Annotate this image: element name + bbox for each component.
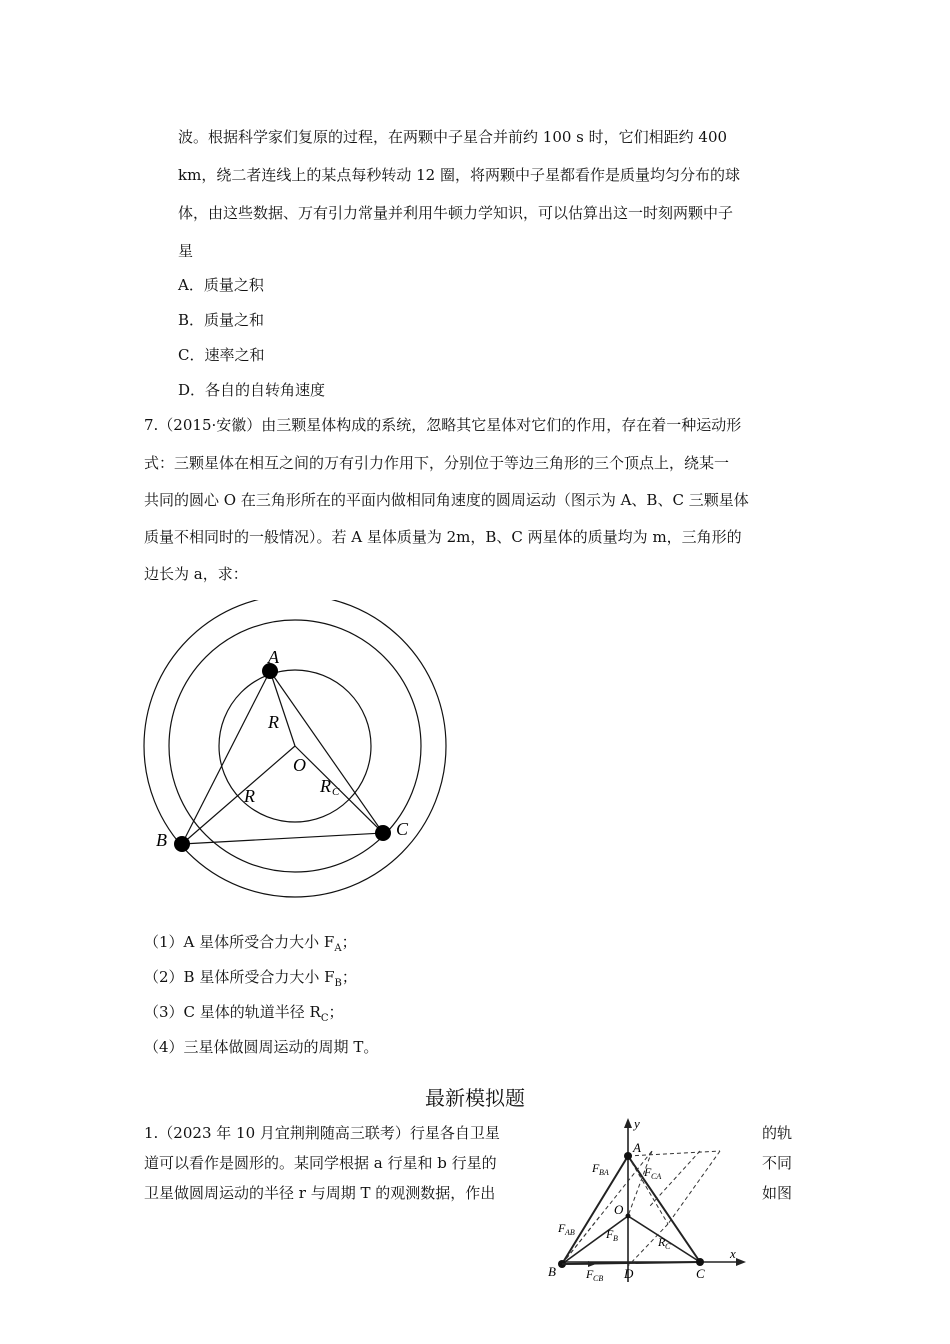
label-fca: F xyxy=(644,1165,652,1179)
label-x: x xyxy=(730,1246,736,1261)
q6-line-1: 波。根据科学家们复原的过程，在两颗中子星合并前约 100 s 时，它们相距约 400 xyxy=(178,128,728,146)
label-r-oa: R xyxy=(268,712,279,732)
q7-line-5: 边长为 a，求： xyxy=(144,565,248,583)
q6-option-c: C．速率之和 xyxy=(178,346,265,364)
x-axis-arrow-icon xyxy=(736,1258,746,1266)
point-c-dot xyxy=(696,1258,704,1266)
q6-line-2: km，绕二者连线上的某点每秒转动 12 圈，将两颗中子星都看作是质量均匀分布的球 xyxy=(178,166,740,184)
side-ac xyxy=(270,671,383,833)
outer-orbit-circle xyxy=(144,600,446,897)
m1-right-1: 的轨 xyxy=(762,1124,793,1142)
label-o: O xyxy=(293,755,306,775)
section-title: 最新模拟题 xyxy=(425,1086,525,1110)
m1-right-3: 如图 xyxy=(762,1184,793,1202)
side-bc xyxy=(182,833,383,844)
q7-sub-1-text: （1）A 星体所受合力大小 F xyxy=(144,933,335,951)
q7-sub-3-text: （3）C 星体的轨道半径 R xyxy=(144,1003,321,1021)
q7-sub-3-tail: ； xyxy=(328,1003,344,1021)
radius-ob xyxy=(182,746,295,844)
point-a-dot xyxy=(624,1152,632,1160)
q7-sub-4: （4）三星体做圆周运动的周期 T。 xyxy=(144,1038,379,1056)
m1-line-1: 1.（2023 年 10 月宜荆荆随高三联考）行星各自卫星 xyxy=(144,1124,500,1142)
label-fab: F xyxy=(558,1221,566,1235)
q7-sub-2-tail: ； xyxy=(341,968,357,986)
three-star-orbit-figure xyxy=(140,600,460,905)
q6-line-4: 星 xyxy=(178,242,194,260)
q7-sub-1 xyxy=(144,931,357,960)
label-c: C xyxy=(396,819,409,839)
q6-option-d: D．各自的自转角速度 xyxy=(178,381,326,399)
label-rc-sub: C xyxy=(665,1242,671,1251)
label-a: A xyxy=(268,647,279,667)
star-b-dot xyxy=(174,836,190,852)
label-fb-sub: B xyxy=(613,1234,618,1243)
q6-option-b: B．质量之和 xyxy=(178,311,265,329)
label-rc: R xyxy=(658,1235,666,1249)
label-c: C xyxy=(696,1266,705,1281)
q7-sub-1-tail: ； xyxy=(341,933,357,951)
dash-1 xyxy=(628,1151,720,1156)
label-fcb: F xyxy=(586,1267,594,1281)
label-a: A xyxy=(633,1140,641,1155)
q7-sub-2 xyxy=(144,966,357,995)
q7-line-2: 式：三颗星体在相互之间的万有引力作用下，分别位于等边三角形的三个顶点上，绕某一 xyxy=(144,454,730,472)
label-o: O xyxy=(614,1202,624,1217)
label-b: B xyxy=(548,1264,556,1279)
q6-option-a: A．质量之积 xyxy=(178,276,264,294)
m1-right-2: 不同 xyxy=(762,1154,793,1172)
point-o-dot xyxy=(626,1214,631,1219)
q7-line-4: 质量不相同时的一般情况）。若 A 星体质量为 2m，B、C 两星体的质量均为 m，三角形的 xyxy=(144,528,742,546)
q7-sub-2-text: （2）B 星体所受合力大小 F xyxy=(144,968,335,986)
side-ab xyxy=(182,671,270,844)
star-c-dot xyxy=(375,825,391,841)
force-diagram-figure xyxy=(540,1116,755,1288)
m1-line-3: 卫星做圆周运动的半径 r 与周期 T 的观测数据，作出 xyxy=(144,1184,496,1202)
label-y: y xyxy=(634,1116,640,1131)
q6-line-3: 体，由这些数据、万有引力常量并利用牛顿力学知识，可以估算出这一时刻两颗中子 xyxy=(178,204,734,222)
label-b: B xyxy=(156,830,167,850)
label-fca-sub: CA xyxy=(651,1172,662,1181)
label-rc: R xyxy=(320,776,331,796)
q7-sub-1-subscript: A xyxy=(334,943,342,954)
label-fab-sub: AB xyxy=(565,1228,575,1237)
dash-2 xyxy=(668,1151,720,1224)
q7-sub-2-subscript: B xyxy=(334,978,342,989)
label-fb: F xyxy=(606,1227,614,1241)
label-d: D xyxy=(624,1266,634,1281)
radius-oa xyxy=(270,671,295,746)
label-fcb-sub: CB xyxy=(593,1274,604,1283)
q7-line-3: 共同的圆心 O 在三角形所在的平面内做相同角速度的圆周运动（图示为 A、B、C 三颗星体 xyxy=(144,491,749,509)
label-fba-sub: BA xyxy=(599,1168,609,1177)
label-r-ob: R xyxy=(244,786,255,806)
q7-line-1: 7.（2015·安徽）由三颗星体构成的系统，忽略其它星体对它们的作用，存在着一种运动形 xyxy=(144,416,742,434)
label-fba: F xyxy=(592,1161,600,1175)
q7-sub-3-subscript: C xyxy=(320,1013,329,1024)
q7-sub-3 xyxy=(144,1001,344,1030)
label-rc-sub: C xyxy=(332,786,340,798)
m1-line-2: 道可以看作是圆形的。某同学根据 a 行星和 b 行星的 xyxy=(144,1154,497,1172)
y-axis-arrow-icon xyxy=(624,1118,632,1128)
